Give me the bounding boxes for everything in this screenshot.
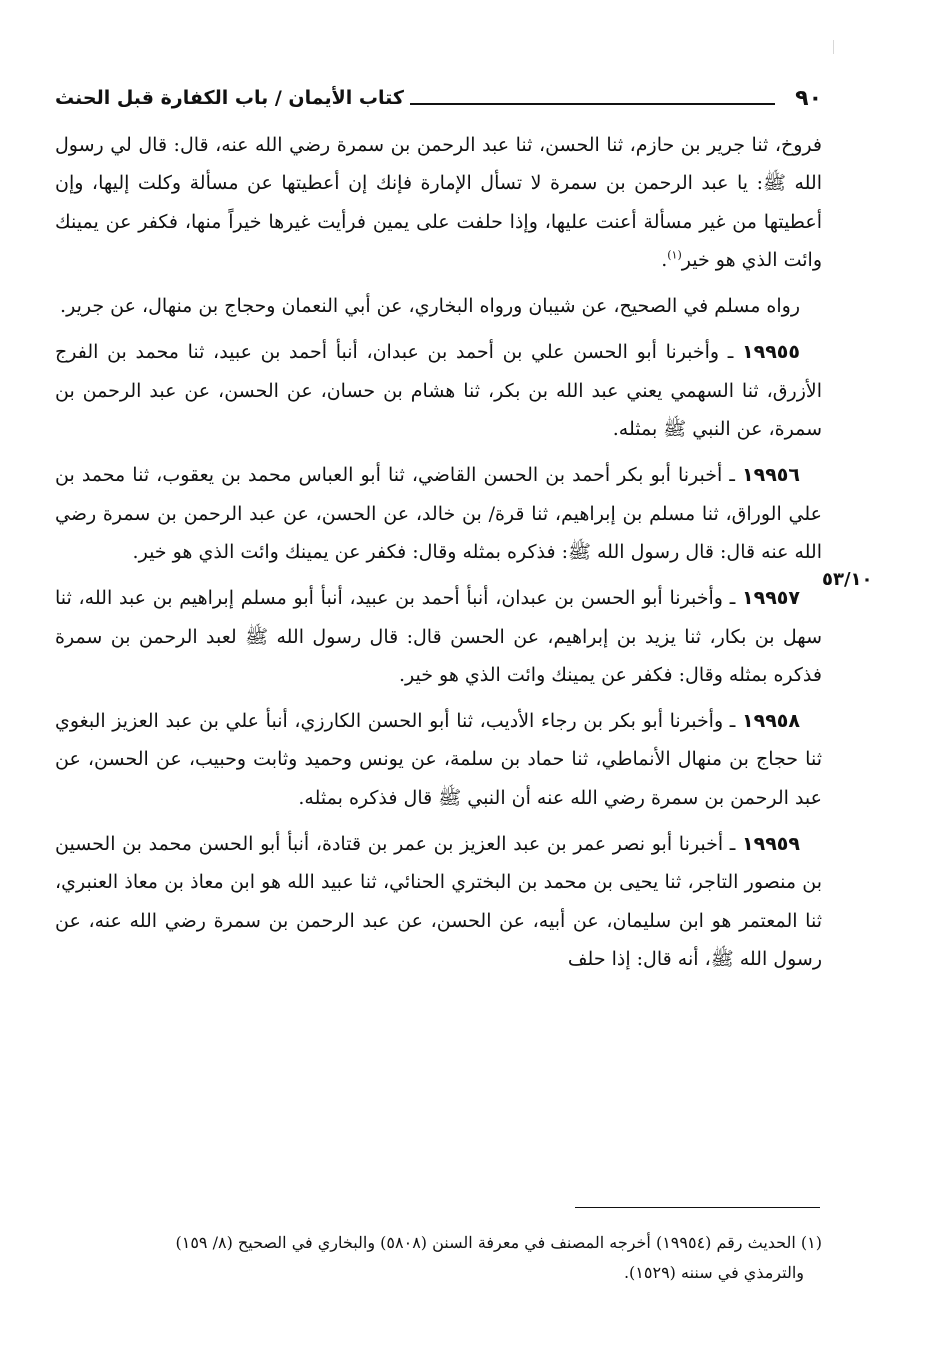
paragraph-continuation <box>55 126 822 279</box>
paragraph-text: رواه مسلم في الصحيح، عن شيبان ورواه البخاري، عن أبي النعمان وحجاج بن منهال، عن جرير. <box>60 295 800 318</box>
footnotes <box>55 1228 822 1288</box>
hadith-text: ـ أخبرنا أبو نصر عمر بن عبد العزيز بن عمر بن قتادة، أنبأ أبو الحسن محمد بن الحسين بن منصور التاجر، ثنا يحيى بن محمد بن البختري الحنائي، ثنا عبيد الله هو ابن معاذ بن معاذ العنبري، ثنا المعتمر هو ابن سليمان، عن أبيه، عن الحسن، عن عبد الرحمن بن سمرة رضي الله عنه، عن رسول الله ﷺ، أنه قال: إذا حلف <box>55 833 822 970</box>
running-title: كتاب الأيمان / باب الكفارة قبل الحنث <box>55 87 404 109</box>
hadith-number: ١٩٩٥٩ <box>742 833 800 856</box>
hadith-text: ـ وأخبرنا أبو الحسن علي بن أحمد بن عبدان، أنبأ أحمد بن عبيد، ثنا محمد بن الفرج الأزرق، ثنا السهمي يعني عبد الله بن بكر، ثنا هشام بن حسان، عن الحسن، عن عبد الرحمن بن سمرة، عن النبي ﷺ بمثله. <box>55 341 822 441</box>
margin-note: ٥٣/١٠ <box>822 569 873 590</box>
main-text <box>55 126 822 986</box>
scan-mark <box>833 40 834 54</box>
paragraph-text: فروخ، ثنا جرير بن حازم، ثنا الحسن، ثنا عبد الرحمن بن سمرة رضي الله عنه، قال: قال لي رسول الله ﷺ: يا عبد الرحمن بن سمرة لا تسأل الإمارة فإنك إن أعطيتها عن مسألة وكلت إليها، وإن أعطيتها من غير مسألة أعنت عليها، وإذا حلفت على يمين فرأيت غيرها خيراً منها، فكفر عن يمينك وائت الذي هو خير <box>55 134 822 271</box>
paragraph-takhrij <box>55 287 822 325</box>
paragraph-tail: . <box>661 248 668 271</box>
footnote-rule <box>575 1207 820 1208</box>
hadith-number: ١٩٩٥٦ <box>742 464 800 487</box>
page-header <box>55 78 822 118</box>
hadith-paragraph <box>55 579 822 694</box>
hadith-number: ١٩٩٥٧ <box>742 587 800 610</box>
page-number: ٩٠ <box>795 85 822 111</box>
hadith-number: ١٩٩٥٨ <box>742 710 800 733</box>
hadith-paragraph <box>55 702 822 817</box>
footnote-reference: (١) <box>667 248 682 262</box>
hadith-paragraph <box>55 456 822 571</box>
hadith-paragraph <box>55 825 822 978</box>
header-rule <box>410 103 775 105</box>
footnote-line: (١) الحديث رقم (١٩٩٥٤) أخرجه المصنف في معرفة السنن (٥٨٠٨) والبخاري في الصحيح (٨/ ١٥٩) <box>175 1233 822 1252</box>
hadith-paragraph <box>55 333 822 448</box>
hadith-text: ـ وأخبرنا أبو الحسن بن عبدان، أنبأ أحمد بن عبيد، أنبأ أبو مسلم إبراهيم بن عبد الله، ثنا سهل بن بكار، ثنا يزيد بن إبراهيم، عن الحسن قال: قال رسول الله ﷺ لعبد الرحمن بن سمرة فذكره بمثله وقال: فكفر عن يمينك وائت الذي هو خير. <box>55 587 822 686</box>
hadith-text: ـ أخبرنا أبو بكر أحمد بن الحسن القاضي، ثنا أبو العباس محمد بن يعقوب، ثنا محمد بن علي الوراق، ثنا مسلم بن إبراهيم، ثنا قرة/ بن خالد، عن الحسن، عن عبد الرحمن بن سمرة رضي الله عنه قال: قال رسول الله ﷺ: فذكره بمثله وقال: فكفر عن يمينك وائت الذي هو خير. <box>55 464 822 563</box>
hadith-text: ـ وأخبرنا أبو بكر بن رجاء الأديب، ثنا أبو الحسن الكارزي، أنبأ علي بن عبد العزيز البغوي ثنا حجاج بن منهال الأنماطي، ثنا حماد بن سلمة، عن يونس وحميد وثابت وحبيب، عن الحسن، عن عبد الرحمن بن سمرة رضي الله عنه أن النبي ﷺ قال فذكره بمثله. <box>55 710 822 809</box>
hadith-number: ١٩٩٥٥ <box>742 341 800 364</box>
footnote-line: والترمذي في سننه (١٥٢٩). <box>623 1263 804 1282</box>
